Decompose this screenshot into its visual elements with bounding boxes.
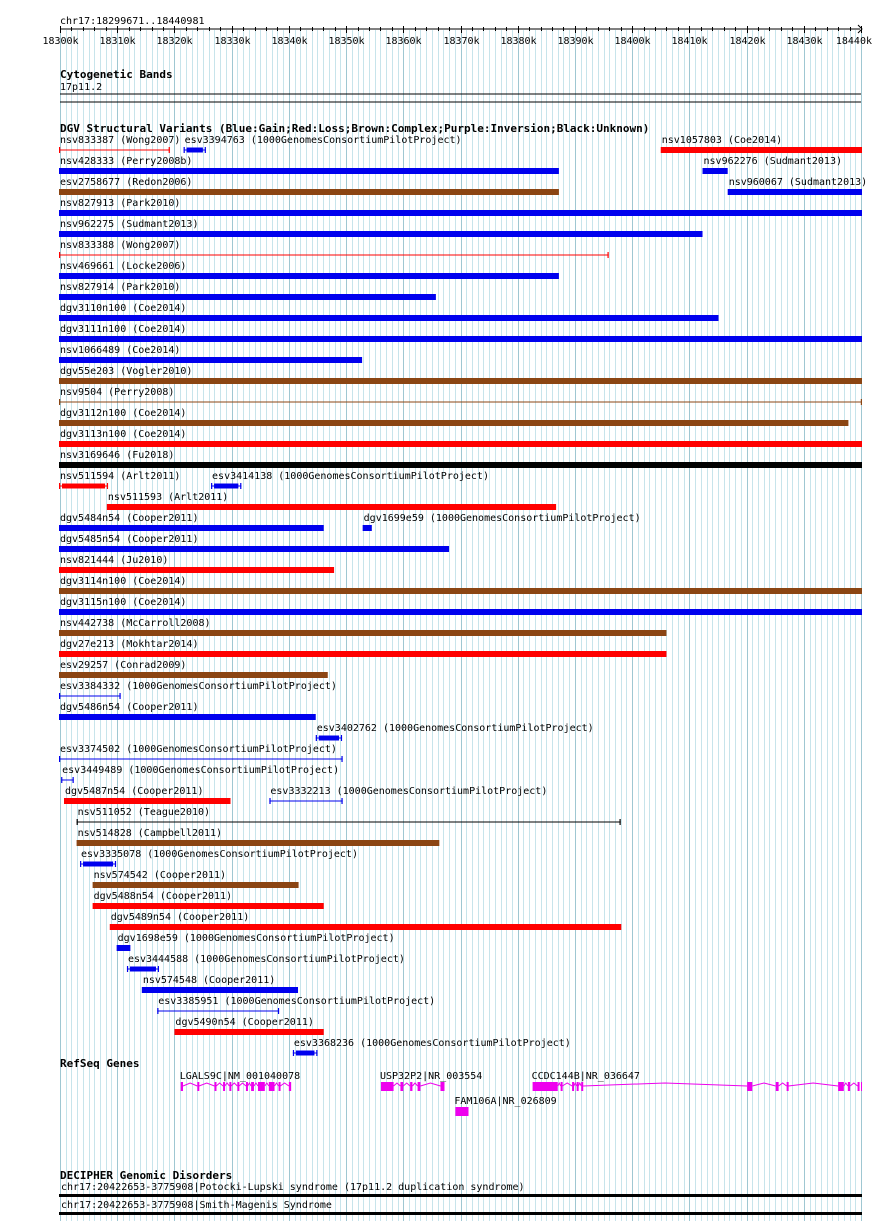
dgv-feature-end	[127, 966, 128, 972]
dgv-feature-end	[107, 483, 108, 489]
ruler-ticks	[42, 25, 872, 47]
dgv-feature-end	[240, 483, 241, 489]
refseq-exon	[581, 1082, 583, 1091]
refseq-exon	[246, 1082, 248, 1091]
dgv-feature-label: nsv574542 (Cooper2011)	[93, 870, 227, 881]
dgv-feature-end	[293, 1050, 294, 1056]
dgv-feature-label: esv3414138 (1000GenomesConsortiumPilotProject)	[212, 471, 489, 482]
cytoband-track-title[interactable]: Cytogenetic Bands	[60, 68, 173, 81]
ruler	[42, 16, 872, 47]
dgv-feature-block	[130, 967, 156, 972]
dgv-feature-bar	[142, 987, 298, 993]
dgv-feature-bar	[117, 945, 131, 951]
dgv-feature-end	[59, 252, 60, 258]
dgv-feature-bar	[59, 546, 449, 552]
dgv-feature-block	[83, 862, 113, 867]
dgv-feature-block	[214, 484, 238, 489]
dgv-feature-end	[341, 735, 342, 741]
dgv-feature-bar	[59, 168, 559, 174]
refseq-exon	[269, 1082, 275, 1091]
dgv-feature-label: dgv3110n100 (Coe2014)	[60, 303, 187, 314]
dgv-feature-label: esv3335078 (1000GenomesConsortiumPilotProject)	[81, 849, 358, 860]
dgv-feature-label: nsv962276 (Sudmant2013)	[703, 156, 843, 167]
ruler-tick-label: 18300k	[42, 36, 79, 47]
ruler-tick-label: 18410k	[671, 36, 708, 47]
refseq-intron	[850, 1083, 857, 1086]
dgv-feature[interactable]	[64, 786, 230, 804]
dgv-feature-end	[861, 399, 862, 405]
dgv-feature-block	[187, 148, 203, 153]
dgv-feature-label: dgv5488n54 (Cooper2011)	[93, 891, 233, 902]
dgv-feature-end	[119, 693, 120, 699]
refseq-gene-label: CCDC144B|NR_036647	[531, 1071, 640, 1082]
dgv-feature[interactable]	[107, 492, 556, 510]
dgv-feature-label: esv3384332 (1000GenomesConsortiumPilotProject)	[60, 681, 337, 692]
dgv-feature-bar	[59, 714, 316, 720]
dgv-feature[interactable]	[59, 345, 362, 363]
dgv-feature-end	[158, 966, 159, 972]
decipher-track-title[interactable]: DECIPHER Genomic Disorders	[60, 1169, 233, 1182]
dgv-feature-label: esv3368236 (1000GenomesConsortiumPilotProject)	[293, 1038, 571, 1049]
dgv-feature-label: dgv5489n54 (Cooper2011)	[110, 912, 250, 923]
refseq-exon	[258, 1082, 265, 1091]
dgv-feature[interactable]	[77, 828, 440, 846]
dgv-feature-bar	[59, 441, 862, 447]
dgv-feature[interactable]	[661, 135, 862, 153]
dgv-feature-bar	[59, 609, 862, 615]
dgv-feature-label: dgv3114n100 (Coe2014)	[60, 576, 187, 587]
dgv-feature-label: nsv833388 (Wong2007)	[60, 240, 181, 251]
refseq-exon	[237, 1082, 239, 1091]
ruler-tick-label: 18380k	[500, 36, 537, 47]
cytoband-label: 17p11.2	[60, 82, 103, 93]
refseq-intron	[779, 1083, 787, 1086]
refseq-intron	[788, 1083, 838, 1086]
dgv-feature-bar	[363, 525, 372, 531]
ruler-tick-label: 18370k	[443, 36, 480, 47]
dgv-feature[interactable]	[728, 177, 867, 195]
refseq-exon	[214, 1082, 216, 1091]
dgv-feature-bar	[59, 189, 559, 195]
dgv-feature[interactable]	[77, 807, 621, 825]
dgv-feature-label: esv3374502 (1000GenomesConsortiumPilotProject)	[60, 744, 337, 755]
dgv-feature[interactable]	[184, 135, 462, 153]
refseq-exon	[223, 1082, 225, 1091]
dgv-feature-bar	[110, 924, 621, 930]
refseq-exon	[229, 1082, 231, 1091]
dgv-feature-label: nsv511594 (Arlt2011)	[60, 471, 181, 482]
dgv-feature-end	[115, 861, 116, 867]
dgv-feature-end	[316, 1050, 317, 1056]
dgv-feature-bar	[59, 273, 559, 279]
dgv-feature-label: nsv1057803 (Coe2014)	[661, 135, 783, 146]
dgv-feature-bar	[59, 630, 666, 636]
ruler-tick-label: 18440k	[835, 36, 872, 47]
dgv-feature-bar	[59, 231, 703, 237]
decipher-feature-bar	[59, 1194, 862, 1197]
dgv-feature-block	[319, 736, 339, 741]
refseq-exon	[279, 1082, 281, 1091]
dgv-feature-label: dgv3112n100 (Coe2014)	[60, 408, 187, 419]
dgv-feature-label: nsv511593 (Arlt2011)	[107, 492, 229, 503]
dgv-feature-label: nsv3169646 (Fu2018)	[60, 450, 175, 461]
dgv-feature-end	[555, 504, 556, 510]
dgv-feature-end	[59, 756, 60, 762]
dgv-feature-bar	[59, 315, 719, 321]
dgv-feature[interactable]	[93, 870, 299, 888]
dgv-feature-label: nsv827914 (Park2010)	[60, 282, 181, 293]
refseq-exon	[577, 1082, 579, 1091]
dgv-feature[interactable]	[59, 135, 180, 153]
dgv-feature-label: esv2758677 (Redon2006)	[60, 177, 193, 188]
dgv-feature[interactable]	[269, 786, 547, 804]
dgv-feature-bar	[59, 462, 862, 468]
dgv-feature-end	[73, 777, 74, 783]
dgv-feature-label: dgv3111n100 (Coe2014)	[60, 324, 187, 335]
refseq-track-title[interactable]: RefSeq Genes	[60, 1057, 140, 1070]
dgv-track	[59, 122, 867, 1056]
dgv-feature-end	[211, 483, 212, 489]
refseq-exon	[787, 1082, 789, 1091]
dgv-feature-end	[184, 147, 185, 153]
dgv-feature-label: dgv1698e59 (1000GenomesConsortiumPilotProject)	[117, 933, 395, 944]
dgv-feature-end	[278, 1008, 279, 1014]
dgv-feature[interactable]	[80, 849, 358, 867]
refseq-intron	[280, 1083, 289, 1086]
dgv-feature-bar	[93, 882, 299, 888]
dgv-feature-label: esv29257 (Conrad2009)	[60, 660, 187, 671]
refseq-exon	[747, 1082, 752, 1091]
dgv-feature-label: esv3402762 (1000GenomesConsortiumPilotProject)	[316, 723, 594, 734]
dgv-feature-label: dgv5484n54 (Cooper2011)	[60, 513, 199, 524]
dgv-feature-block	[296, 1051, 315, 1056]
dgv-feature-end	[61, 777, 62, 783]
dgv-feature[interactable]	[59, 534, 449, 552]
dgv-feature-label: esv3332213 (1000GenomesConsortiumPilotProject)	[270, 786, 548, 797]
dgv-feature-bar	[59, 525, 324, 531]
dgv-feature-label: nsv960067 (Sudmant2013)	[728, 177, 868, 188]
refseq-gene[interactable]	[180, 1071, 300, 1091]
ruler-tick-label: 18350k	[328, 36, 365, 47]
dgv-feature[interactable]	[59, 471, 180, 489]
refseq-exon	[858, 1082, 860, 1091]
dgv-feature-end	[205, 147, 206, 153]
dgv-feature-end	[157, 1008, 158, 1014]
dgv-feature-bar	[59, 588, 862, 594]
dgv-feature-label: dgv5486n54 (Cooper2011)	[60, 702, 199, 713]
dgv-feature-bar	[59, 672, 328, 678]
refseq-exon	[440, 1082, 444, 1091]
dgv-feature-bar	[107, 504, 324, 510]
dgv-feature-block	[62, 484, 105, 489]
refseq-intron	[394, 1083, 401, 1086]
dgv-feature-end	[341, 798, 342, 804]
ruler-tick-label: 18330k	[214, 36, 251, 47]
dgv-feature-label: dgv55e203 (Vogler2010)	[60, 366, 193, 377]
dgv-feature-end	[59, 693, 60, 699]
refseq-exon	[418, 1082, 421, 1091]
dgv-feature-label: dgv3113n100 (Coe2014)	[60, 429, 187, 440]
refseq-intron	[225, 1083, 230, 1086]
ruler-tick-label: 18320k	[156, 36, 193, 47]
refseq-exon	[838, 1082, 844, 1091]
dgv-feature-label: esv3444588 (1000GenomesConsortiumPilotProject)	[127, 954, 405, 965]
refseq-intron	[183, 1083, 197, 1086]
refseq-exon	[381, 1082, 394, 1091]
dgv-feature-label: esv3385951 (1000GenomesConsortiumPilotProject)	[158, 996, 436, 1007]
dgv-track-title[interactable]: DGV Structural Variants (Blue:Gain;Red:Loss;Brown:Complex;Purple:Inversion;Black:Unknown)	[60, 122, 650, 135]
region-label: chr17:18299671..18440981	[60, 16, 205, 27]
dgv-feature-bar	[59, 651, 666, 657]
dgv-feature-bar	[93, 903, 324, 909]
dgv-feature-label: dgv5487n54 (Cooper2011)	[65, 786, 204, 797]
dgv-feature-bar	[59, 294, 436, 300]
dgv-feature-bar	[59, 336, 862, 342]
dgv-feature-label: nsv514828 (Campbell2011)	[77, 828, 223, 839]
dgv-feature-end	[59, 147, 60, 153]
dgv-feature[interactable]	[142, 975, 298, 993]
dgv-feature-label: dgv5485n54 (Cooper2011)	[60, 534, 199, 545]
decipher-feature-label: chr17:20422653-3775908|Smith-Magenis Syndrome	[61, 1200, 332, 1211]
refseq-exon	[197, 1082, 199, 1091]
refseq-exon	[455, 1107, 468, 1116]
dgv-feature-end	[607, 252, 608, 258]
refseq-gene-label: LGALS9C|NM_001040078	[179, 1071, 301, 1082]
dgv-feature[interactable]	[59, 408, 848, 426]
refseq-exon	[533, 1082, 558, 1091]
refseq-intron	[199, 1083, 214, 1086]
dgv-feature-bar	[174, 1029, 323, 1035]
dgv-feature-label: dgv27e213 (Mokhtar2014)	[60, 639, 199, 650]
refseq-intron	[420, 1083, 440, 1086]
dgv-feature-end	[169, 147, 170, 153]
dgv-feature-label: nsv1066489 (Coe2014)	[60, 345, 181, 356]
dgv-feature-label: nsv833387 (Wong2007)	[60, 135, 181, 146]
dgv-feature-bar	[59, 420, 848, 426]
dgv-feature-end	[341, 756, 342, 762]
dgv-feature-bar	[728, 189, 862, 195]
ruler-tick-label: 18420k	[729, 36, 766, 47]
dgv-feature-label: dgv3115n100 (Coe2014)	[60, 597, 187, 608]
refseq-gene-label: USP32P2|NR_003554	[379, 1071, 483, 1082]
dgv-feature-end	[269, 798, 270, 804]
dgv-feature-bar	[661, 147, 862, 153]
refseq-intron	[216, 1083, 223, 1086]
dgv-feature[interactable]	[59, 660, 328, 678]
dgv-feature[interactable]	[59, 513, 324, 531]
dgv-feature-label: nsv9504 (Perry2008)	[60, 387, 175, 398]
dgv-feature[interactable]	[61, 765, 339, 783]
refseq-intron	[239, 1083, 246, 1086]
dgv-feature-bar	[77, 840, 440, 846]
refseq-gene-label: FAM106A|NR_026809	[454, 1096, 557, 1107]
dgv-feature-label: dgv1699e59 (1000GenomesConsortiumPilotProject)	[363, 513, 641, 524]
dgv-feature-end	[77, 819, 78, 825]
dgv-feature-label: nsv827913 (Park2010)	[60, 198, 181, 209]
dgv-feature-label: nsv821444 (Ju2010)	[60, 555, 169, 566]
dgv-feature-label: nsv962275 (Sudmant2013)	[60, 219, 199, 230]
dgv-feature[interactable]	[59, 240, 609, 258]
dgv-feature-end	[59, 483, 60, 489]
dgv-feature-label: nsv574548 (Cooper2011)	[142, 975, 276, 986]
refseq-exon	[776, 1082, 779, 1091]
ruler-tick-label: 18400k	[614, 36, 651, 47]
refseq-intron	[578, 1083, 581, 1086]
dgv-feature-bar	[59, 210, 862, 216]
dgv-feature-bar	[59, 357, 362, 363]
refseq-exon	[410, 1082, 412, 1091]
dgv-feature-label: nsv469661 (Locke2006)	[60, 261, 187, 272]
dgv-feature[interactable]	[59, 282, 436, 300]
refseq-exon	[181, 1082, 183, 1091]
dgv-feature[interactable]	[174, 1017, 323, 1035]
dgv-feature[interactable]	[157, 996, 435, 1014]
refseq-exon	[848, 1082, 850, 1091]
decipher-feature-bar	[59, 1212, 862, 1215]
refseq-exon	[861, 1082, 862, 1091]
dgv-feature-label: dgv5490n54 (Cooper2011)	[175, 1017, 314, 1028]
dgv-feature-bar	[64, 798, 230, 804]
dgv-feature[interactable]	[59, 303, 719, 321]
dgv-feature[interactable]	[211, 471, 489, 489]
dgv-feature[interactable]	[110, 912, 621, 930]
ruler-tick-label: 18310k	[99, 36, 136, 47]
refseq-exon	[251, 1082, 254, 1091]
dgv-feature[interactable]	[59, 744, 343, 762]
dgv-feature-bar	[703, 168, 728, 174]
dgv-feature-label: nsv428333 (Perry2008b)	[60, 156, 193, 167]
ruler-tick-label: 18390k	[557, 36, 594, 47]
dgv-feature-label: esv3394763 (1000GenomesConsortiumPilotProject)	[184, 135, 462, 146]
dgv-feature-end	[59, 399, 60, 405]
dgv-feature-end	[620, 819, 621, 825]
refseq-exon	[400, 1082, 403, 1091]
ruler-tick-label: 18360k	[385, 36, 422, 47]
dgv-feature-bar	[59, 378, 862, 384]
ruler-tick-label: 18340k	[271, 36, 308, 47]
dgv-feature-end	[316, 735, 317, 741]
refseq-intron	[583, 1083, 747, 1086]
decipher-feature-label: chr17:20422653-3775908|Potocki-Lupski syndrome (17p11.2 duplication syndrome)	[61, 1182, 525, 1193]
dgv-feature[interactable]	[59, 555, 334, 573]
dgv-feature-end	[80, 861, 81, 867]
dgv-feature-label: esv3449489 (1000GenomesConsortiumPilotProject)	[62, 765, 340, 776]
dgv-feature-label: nsv511052 (Teague2010)	[77, 807, 211, 818]
dgv-feature-label: nsv442738 (McCarroll2008)	[60, 618, 211, 629]
ruler-tick-label: 18430k	[786, 36, 823, 47]
refseq-exon	[572, 1082, 574, 1091]
refseq-exon	[289, 1082, 291, 1091]
dgv-feature-bar	[59, 567, 334, 573]
refseq-exon	[561, 1082, 563, 1091]
